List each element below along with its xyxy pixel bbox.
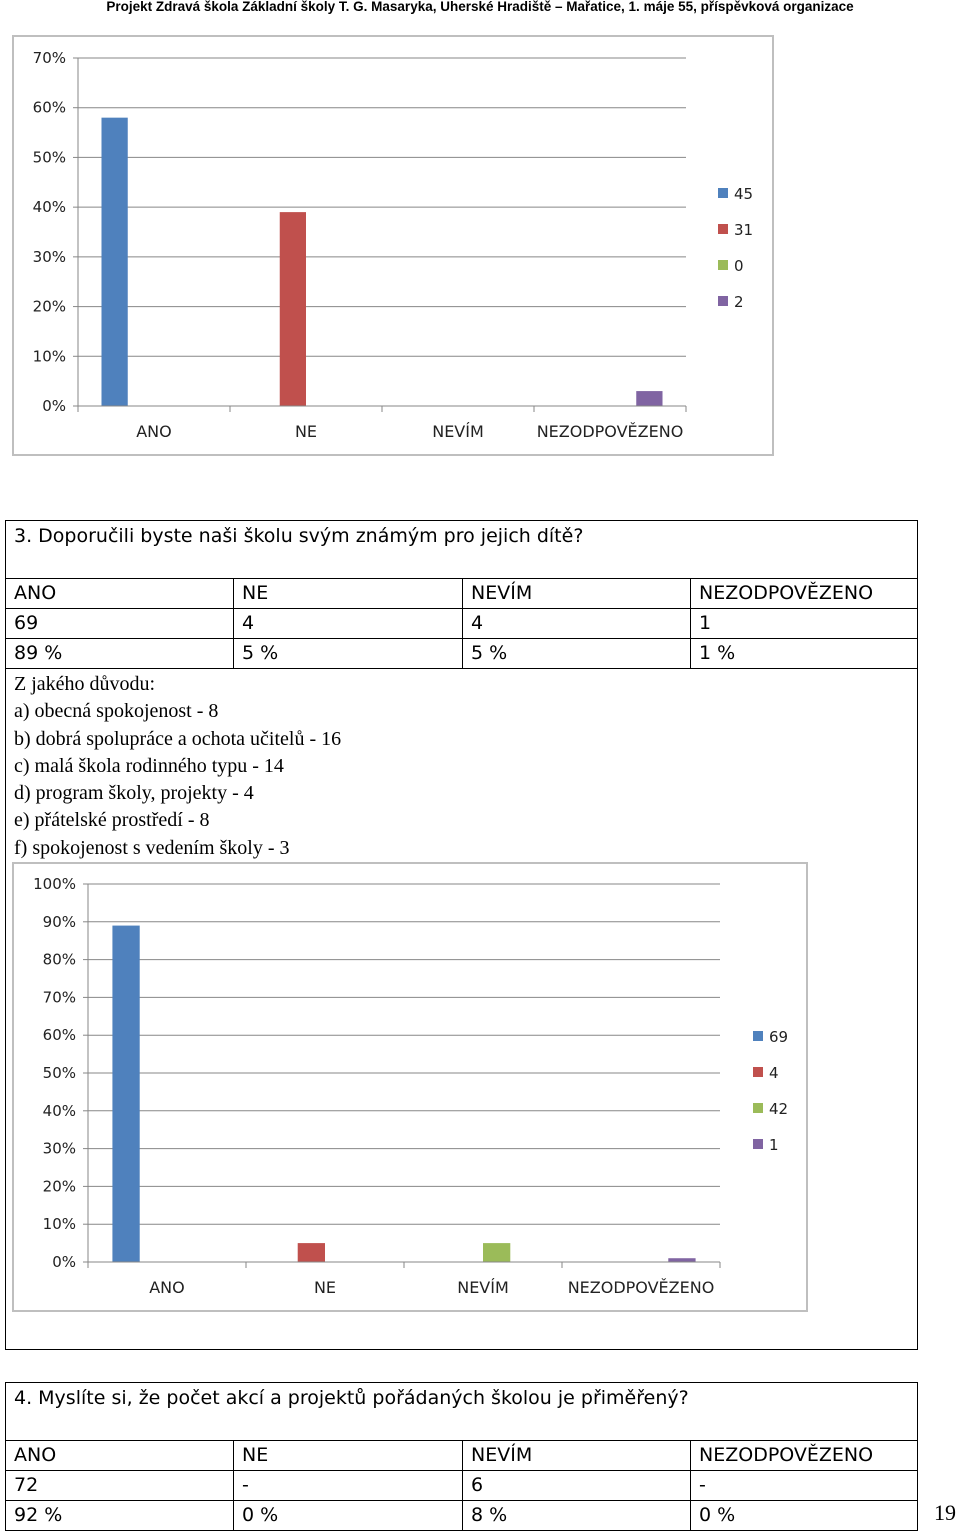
y-tick-label: 0% [42,397,66,415]
q4-header-nezodpovezeno: NEZODPOVĚZENO [691,1441,918,1471]
legend-swatch [718,224,728,234]
q4-count-row [6,1471,918,1501]
chart-q3 [12,862,808,1312]
bar-series-42 [483,1243,510,1262]
y-tick-label: 90% [42,912,76,931]
x-category-label: NEZODPOVĚZENO [567,1278,715,1297]
reason-c: c) malá škola rodinného typu - 14 [14,754,284,777]
y-tick-label: 0% [52,1253,76,1271]
legend-label: 0 [734,257,744,275]
y-tick-label: 50% [42,1064,76,1082]
x-category-label: NE [294,422,318,441]
y-tick-label: 30% [42,1139,76,1158]
q4-title: 4. Myslíte si, že počet akcí a projektů pořádaných školou je přiměřený? [6,1383,918,1441]
q4-header-ne: NE [234,1441,463,1471]
q4-count-ne: - [234,1471,463,1501]
q3-header-ano: ANO [6,579,234,609]
q3-percent-ano: 89 % [6,639,234,669]
q3-title: 3. Doporučili byste naši školu svým známým pro jejich dítě? [6,521,918,579]
legend-swatch [718,296,728,306]
q3-count-nevim: 4 [463,609,691,639]
q3-reasons [14,671,917,862]
legend-swatch [718,188,728,198]
x-category-label: ANO [136,422,172,441]
reason-a: a) obecná spokojenost - 8 [14,700,219,723]
legend-swatch [753,1103,763,1113]
q3-count-ne: 4 [234,609,463,639]
reason-e: e) přátelské prostředí - 8 [14,809,210,832]
chart-q2-svg [14,37,772,454]
q4-header-nevim: NEVÍM [463,1441,691,1471]
reason-b: b) dobrá spolupráce a ochota učitelů - 16 [14,727,342,750]
q4-table [5,1382,918,1531]
q4-header-row [6,1441,918,1471]
q3-percent-ne: 5 % [234,639,463,669]
q4-percent-nevim: 8 % [463,1501,691,1531]
chart-q2 [12,35,774,456]
bar-series-69 [112,926,139,1262]
bar-series-2 [636,391,662,406]
x-category-label: NE [313,1278,337,1297]
reasons-heading: Z jakého důvodu: [14,673,156,695]
x-category-label: ANO [149,1278,185,1297]
bar-series-31 [280,212,306,406]
y-tick-label: 70% [32,49,66,67]
y-tick-label: 60% [42,1026,76,1045]
legend-label: 4 [769,1064,779,1082]
q4-percent-row [6,1501,918,1531]
q3-count-row [6,609,918,639]
q4-count-ano: 72 [6,1471,234,1501]
q4-percent-nezodpovezeno: 0 % [691,1501,918,1531]
y-tick-label: 20% [42,1177,76,1196]
q3-count-nezodpovezeno: 1 [691,609,918,639]
legend-label: 1 [769,1136,779,1154]
bar-series-45 [101,118,127,406]
reason-f: f) spokojenost s vedením školy - 3 [14,836,290,859]
q4-count-nezodpovezeno: - [691,1471,918,1501]
q3-header-ne: NE [234,579,463,609]
q3-percent-row [6,639,918,669]
q4-header-ano: ANO [6,1441,234,1471]
legend-label: 42 [769,1100,789,1118]
legend-swatch [753,1031,763,1041]
q3-count-ano: 69 [6,609,234,639]
y-tick-label: 70% [42,988,76,1007]
y-tick-label: 50% [32,148,66,167]
reason-d: d) program školy, projekty - 4 [14,782,254,805]
y-tick-label: 100% [33,875,76,893]
legend-swatch [753,1139,763,1149]
page-number: 19 [934,1500,956,1525]
y-tick-label: 40% [32,198,66,217]
page-header: Projekt Zdravá škola Základní školy T. G. Masaryka, Uherské Hradiště – Mařatice, 1. máje 55, příspěvková organizace [106,0,854,14]
y-tick-label: 20% [32,297,66,316]
q3-header-row [6,579,918,609]
y-tick-label: 30% [32,247,66,266]
q3-header-nevim: NEVÍM [463,579,691,609]
legend-swatch [718,260,728,270]
q4-percent-ne: 0 % [234,1501,463,1531]
chart-q3-svg [14,864,806,1310]
q4-count-nevim: 6 [463,1471,691,1501]
y-tick-label: 60% [32,98,66,117]
q3-percent-nezodpovezeno: 1 % [691,639,918,669]
x-category-label: NEZODPOVĚZENO [536,422,684,441]
bar-series-4 [298,1243,325,1262]
q3-percent-nevim: 5 % [463,639,691,669]
bar-series-1 [668,1258,695,1262]
x-category-label: NEVÍM [457,1278,509,1297]
y-tick-label: 10% [42,1215,76,1234]
q3-header-nezodpovezeno: NEZODPOVĚZENO [691,579,918,609]
legend-label: 69 [769,1028,789,1046]
legend-label: 2 [734,293,744,311]
y-tick-label: 10% [32,347,66,366]
q4-percent-ano: 92 % [6,1501,234,1531]
y-tick-label: 80% [42,950,76,969]
legend-swatch [753,1067,763,1077]
legend-label: 31 [734,221,754,239]
y-tick-label: 40% [42,1101,76,1120]
x-category-label: NEVÍM [432,422,484,441]
legend-label: 45 [734,185,754,203]
